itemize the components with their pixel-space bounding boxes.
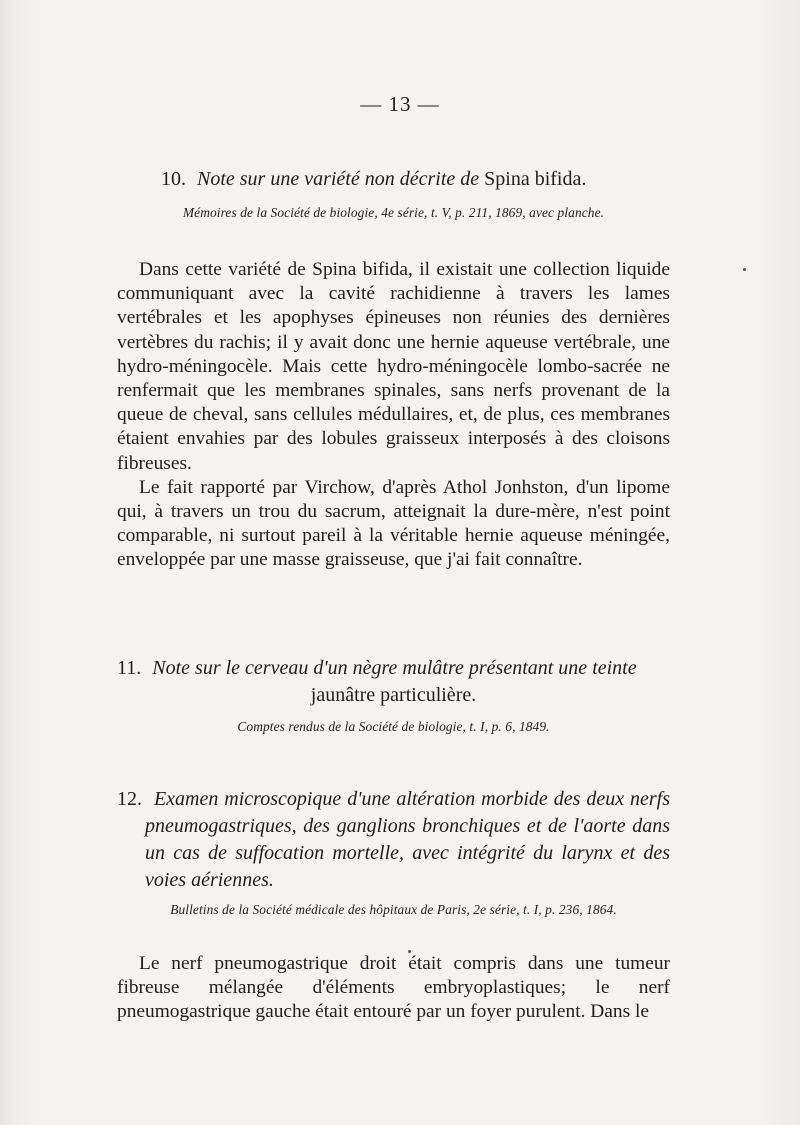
- entry-12-source-block: [117, 902, 670, 918]
- paragraph: Le nerf pneumogastrique droit était compris dans une tumeur fibreuse mélangée d'éléments embryoplastiques; le nerf pneumogastrique gauche était entouré par un foyer purulent. Dans le: [117, 953, 670, 1023]
- entry-10-body: [117, 258, 670, 573]
- entry-title: Examen microscopique d'une altération morbide des deux nerfs pneumogastriques, des ganglions bronchiques et de l'aorte dans un cas de suffocation mortelle, avec intégrité du larynx et des voies aériennes.: [145, 788, 670, 891]
- entry-number: 11.: [117, 657, 142, 679]
- entry-number: 10.: [161, 168, 186, 190]
- entry-11-heading-line2: jaunâtre particulière.: [310, 684, 477, 706]
- entry-11-heading: [117, 655, 670, 682]
- page-number: — 13 —: [360, 92, 440, 116]
- entry-12-source: Bulletins de la Société médicale des hôpitaux de Paris, 2e série, t. I, p. 236, 1864.: [170, 902, 617, 917]
- entry-number: 12.: [117, 788, 142, 810]
- entry-11-source-block: [117, 719, 670, 735]
- scan-speck: [743, 268, 746, 271]
- entry-12-body: [117, 952, 670, 1025]
- entry-title-italic: Note sur une variété non décrite de: [197, 168, 480, 190]
- entry-10-heading: [117, 166, 670, 193]
- entry-11: [117, 655, 670, 709]
- entry-title-roman: Spina bifida.: [484, 168, 587, 190]
- entry-10-source: Mémoires de la Société de biologie, 4e série, t. V, p. 211, 1869, avec planche.: [182, 205, 605, 220]
- paragraph: Le fait rapporté par Virchow, d'après Athol Jonhston, d'un lipome qui, à travers un trou du sacrum, atteignait la dure-mère, n'est point comparable, ni surtout pareil à la véritable hernie aqueuse méningée, enveloppée par une masse graisseuse, que j'ai fait connaître.: [117, 476, 670, 571]
- paragraph: Dans cette variété de Spina bifida, il existait une collection liquide communiquant avec la cavité rachidienne à travers les lames vertébrales et les apophyses épineuses non réunies des dernières vertèbres du rachis; il y avait donc une hernie aqueuse vertébrale, une hydro-méningocèle. Mais cette hydro-méningocèle lombo-sacrée ne renfermait que les membranes spinales, sans nerfs provenant de la queue de cheval, sans cellules médullaires, et, de plus, ces membranes étaient envahies par des lobules graisseux interposés à des cloisons fibreuses.: [117, 259, 670, 474]
- entry-10-source-block: [117, 205, 670, 221]
- entry-12: [117, 786, 670, 894]
- entry-12-heading: [117, 786, 670, 894]
- entry-10: [117, 166, 670, 193]
- scan-speck: [408, 950, 411, 953]
- entry-title-line1: Note sur le cerveau d'un nègre mulâtre présentant une teinte: [152, 657, 637, 679]
- entry-11-source: Comptes rendus de la Société de biologie, t. I, p. 6, 1849.: [237, 719, 550, 734]
